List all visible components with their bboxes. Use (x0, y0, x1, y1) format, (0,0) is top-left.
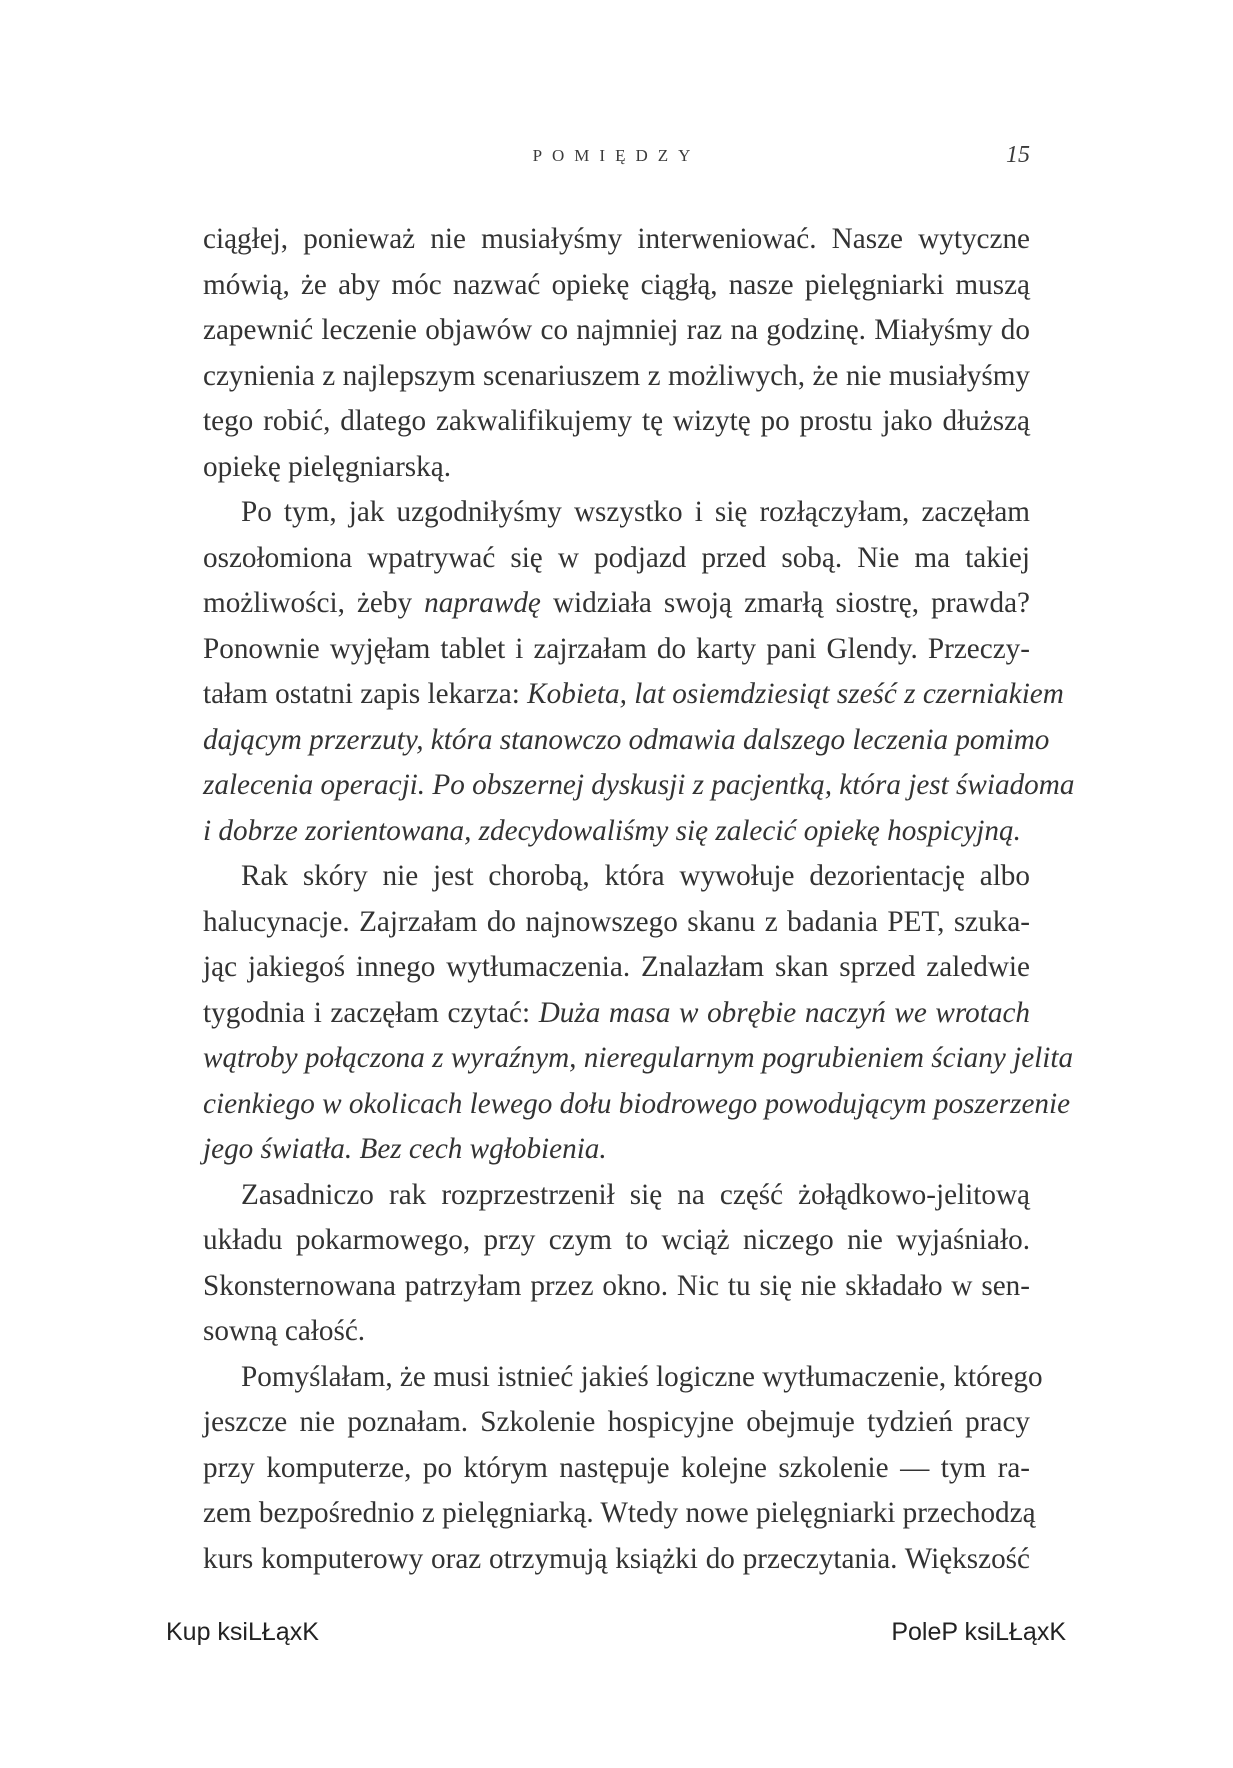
quoted-medical-note: zalecenia operacji. Po obszernej dyskusji z pacjentką, która jest świadoma (203, 769, 1075, 801)
text-line (203, 1036, 1074, 1082)
text-line (203, 809, 1030, 855)
paragraph-5 (203, 1355, 1043, 1583)
text-line: opiekę pielęgniarską. (203, 450, 451, 483)
text-line: jąc jakiegoś innego wytłumaczenia. Znalazłam skan sprzed zaledwie (203, 951, 1030, 983)
page-number: 15 (1006, 142, 1030, 168)
text-run: tałam ostatni zapis lekarza: (203, 678, 528, 710)
paragraph-2 (203, 490, 1075, 854)
text-line: Ponownie wyjęłam tablet i zajrzałam do karty pani Glendy. Przeczy- (203, 632, 1030, 665)
text-line (203, 763, 1075, 809)
quoted-scan-report: wątroby połączona z wyraźnym, nieregularnym pogrubieniem ściany jelita (203, 1042, 1074, 1074)
text-line: mówią, że aby móc nazwać opiekę ciągłą, nasze pielęgniarki muszą (203, 268, 1030, 301)
text-line: Zasadniczo rak rozprzestrzenił się na część żołądkowo-jelitową (241, 1178, 1030, 1211)
text-line: zapewnić leczenie objawów co najmniej raz na godzinę. Miałyśmy do (203, 314, 1030, 346)
text-line: Pomyślałam, że musi istnieć jakieś logiczne wytłumaczenie, którego (241, 1360, 1043, 1393)
paragraph-4 (203, 1173, 1030, 1355)
buy-book-link[interactable]: Kup ksiLŁąxK (166, 1618, 319, 1646)
text-run: widziała swoją zmarłą siostrę, prawda? (540, 587, 1030, 619)
text-line: kurs komputerowy oraz otrzymują książki do przeczytania. Większość (203, 1542, 1030, 1575)
text-run: tygodnia i zaczęłam czytać: (203, 996, 539, 1029)
text-line: czynienia z najlepszym scenariuszem z możliwych, że nie musiałyśmy (203, 359, 1030, 392)
text-line: układu pokarmowego, przy czym to wciąż niczego nie wyjaśniało. (203, 1224, 1030, 1256)
text-line: sowną całość. (203, 1315, 366, 1347)
text-line: oszołomiona wpatrywać się w podjazd przed sobą. Nie ma takiej (203, 541, 1030, 574)
text-line (203, 581, 1030, 627)
text-run: możliwości, żeby (203, 587, 425, 619)
text-line: Skonsternowana patrzyłam przez okno. Nic tu się nie składało w sen- (203, 1269, 1030, 1302)
text-line: Po tym, jak uzgodniłyśmy wszystko i się rozłączyłam, zaczęłam (241, 496, 1030, 528)
text-line: ciągłej, ponieważ nie musiałyśmy interweniować. Nasze wytyczne (203, 223, 1030, 255)
body-text (203, 217, 1075, 1582)
paragraph-1 (203, 217, 1030, 490)
text-line (203, 991, 1030, 1037)
text-line (203, 718, 1050, 764)
text-line: Rak skóry nie jest chorobą, która wywołuje dezorientację albo (241, 860, 1030, 892)
recommend-book-link[interactable]: PoleP ksiLŁąxK (891, 1618, 1066, 1646)
quoted-medical-note: dającym przerzuty, która stanowczo odmawia dalszego leczenia pomimo (203, 723, 1050, 756)
quoted-scan-report: jego światła. Bez cech wgłobienia. (203, 1133, 607, 1165)
text-line: przy komputerze, po którym następuje kolejne szkolenie — tym ra- (203, 1451, 1030, 1484)
quoted-scan-report: Duża masa w obrębie naczyń we wrotach (538, 996, 1030, 1029)
text-line (203, 672, 1064, 718)
text-line: jeszcze nie poznałam. Szkolenie hospicyjne obejmuje tydzień pracy (203, 1406, 1030, 1438)
text-line (203, 1127, 1030, 1173)
text-line: zem bezpośrednio z pielęgniarką. Wtedy nowe pielęgniarki przechodzą (203, 1497, 1036, 1529)
quoted-medical-note: i dobrze zorientowana, zdecydowaliśmy się zalecić opiekę hospicyjną. (203, 814, 1021, 847)
text-line: halucynacje. Zajrzałam do najnowszego skanu z badania PET, szuka- (203, 905, 1030, 938)
text-line: tego robić, dlatego zakwalifikujemy tę wizytę po prostu jako dłuższą (203, 405, 1030, 437)
emphasis-text: naprawdę (424, 587, 541, 619)
running-title: POMIĘDZY (532, 146, 701, 165)
quoted-medical-note: Kobieta, lat osiemdziesiąt sześć z czerniakiem (527, 678, 1064, 710)
quoted-scan-report: cienkiego w okolicach lewego dołu biodrowego powodującym poszerzenie (203, 1087, 1071, 1120)
text-line (203, 1082, 1071, 1128)
paragraph-3 (203, 854, 1074, 1173)
